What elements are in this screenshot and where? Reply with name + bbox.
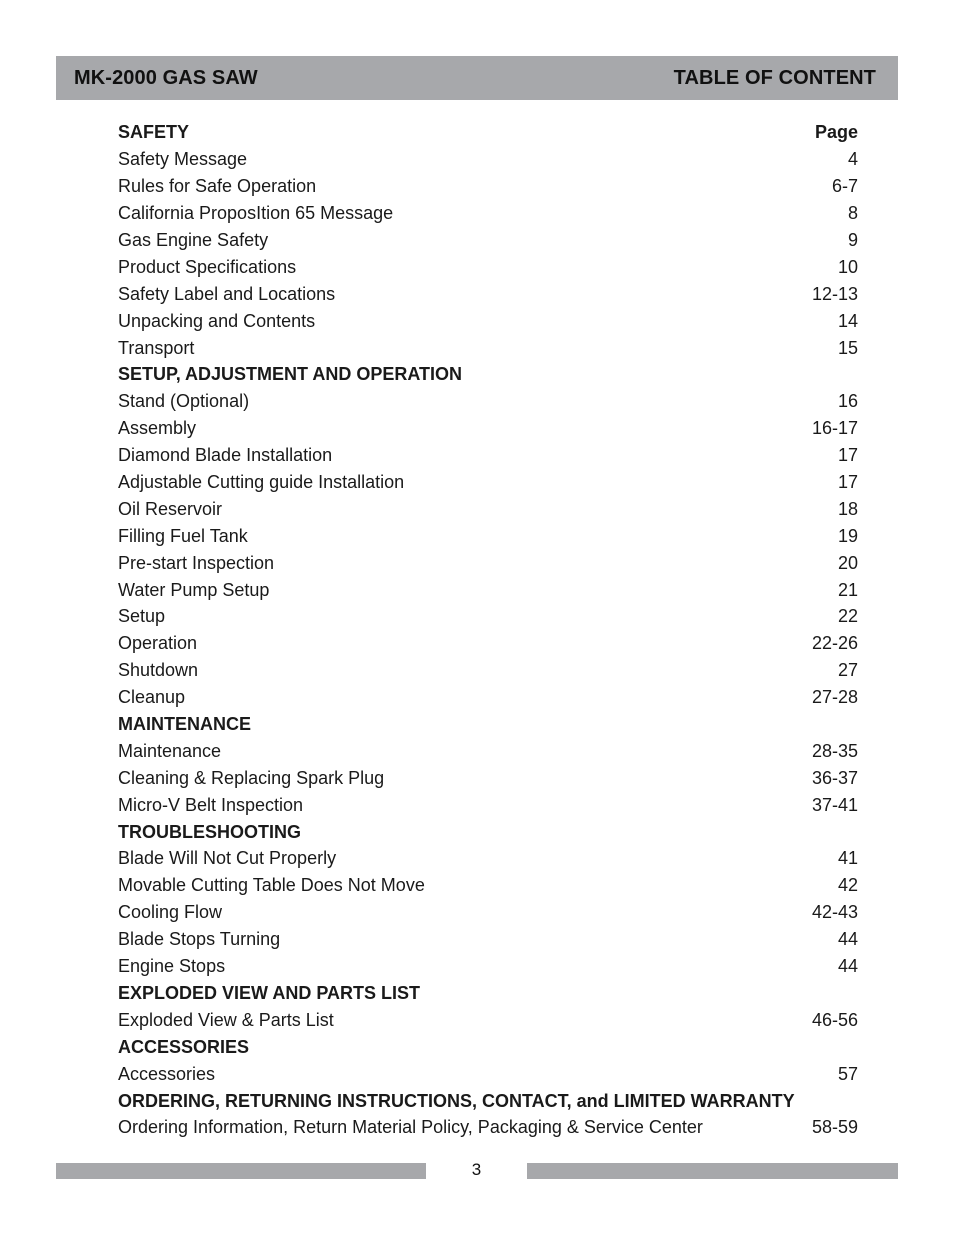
entry-label: Filling Fuel Tank: [118, 525, 248, 546]
entry-page-number: 9: [847, 230, 858, 250]
entry-label: Operation: [118, 633, 198, 654]
toc-entry: [118, 657, 858, 684]
header-bar: [56, 56, 898, 100]
entry-page-number: 46-56: [811, 1009, 858, 1030]
entry-page-number: 42-43: [811, 902, 858, 923]
toc-section-heading: [118, 980, 858, 1007]
entry-page-number: 10: [837, 256, 858, 277]
toc-entry: [118, 899, 858, 926]
entry-label: Shutdown: [118, 660, 199, 681]
toc-entry: [118, 227, 858, 254]
entry-page-number: 22: [837, 606, 858, 627]
entry-label: Engine Stops: [118, 956, 226, 977]
entry-label: Adjustable Cutting guide Installation: [118, 472, 405, 493]
toc-entry: [118, 253, 858, 280]
toc-entry: [118, 334, 858, 361]
entry-page-number: Page: [814, 122, 858, 143]
toc-entry: [118, 307, 858, 334]
toc-section-heading: [118, 361, 858, 388]
entry-label: Safety Label and Locations: [118, 283, 336, 304]
toc-entry: [118, 630, 858, 657]
entry-label: Cooling Flow: [118, 902, 223, 923]
entry-page-number: 8: [847, 203, 858, 224]
entry-label: Maintenance: [118, 740, 222, 761]
section-heading-label: ORDERING, RETURNING INSTRUCTIONS, CONTACT, and LIMITED WARRANTY: [118, 1090, 795, 1111]
toc-entry: [118, 146, 858, 173]
toc-section-heading: [118, 1087, 858, 1114]
toc-section-heading: [118, 711, 858, 738]
entry-page-number: 20: [837, 552, 858, 573]
entry-label: Stand (Optional): [118, 391, 250, 412]
entry-page-number: 21: [837, 579, 858, 600]
toc-entry: [118, 1060, 858, 1087]
entry-label: Diamond Blade Installation: [118, 445, 333, 466]
toc-entry: [118, 469, 858, 496]
entry-page-number: 18: [837, 498, 858, 519]
toc-entry: [118, 684, 858, 711]
entry-page-number: 27-28: [811, 687, 858, 708]
entry-label: Oil Reservoir: [118, 498, 223, 519]
entry-page-number: 19: [837, 525, 858, 546]
footer-bar-left: [56, 1163, 426, 1179]
entry-page-number: 44: [837, 929, 858, 950]
toc-entry: [118, 603, 858, 630]
entry-page-number: 6-7: [831, 176, 858, 197]
entry-page-number: 4: [847, 149, 858, 170]
toc-entry: [118, 737, 858, 764]
entry-page-number: 14: [837, 310, 858, 331]
toc-entry: [118, 576, 858, 603]
table-of-contents: [118, 119, 858, 1141]
section-heading-label: EXPLODED VIEW AND PARTS LIST: [118, 982, 421, 1003]
entry-page-number: 16: [837, 391, 858, 412]
entry-page-number: 41: [837, 848, 858, 869]
section-heading-label: SAFETY: [118, 122, 190, 143]
entry-page-number: 37-41: [811, 794, 858, 815]
footer-bar-right: [527, 1163, 898, 1179]
toc-entry: [118, 522, 858, 549]
entry-page-number: 17: [837, 445, 858, 466]
entry-label: Pre-start Inspection: [118, 552, 275, 573]
entry-label: California ProposItion 65 Message: [118, 203, 394, 224]
entry-page-number: 17: [837, 472, 858, 493]
entry-page-number: 27: [837, 660, 858, 681]
entry-page-number: 57: [837, 1063, 858, 1084]
entry-label: Cleaning & Replacing Spark Plug: [118, 767, 385, 788]
toc-entry: [118, 953, 858, 980]
page-number: 3: [471, 1160, 482, 1179]
toc-entry: [118, 872, 858, 899]
toc-entry: [118, 549, 858, 576]
entry-label: Product Specifications: [118, 256, 297, 277]
entry-label: Assembly: [118, 418, 197, 439]
toc-entry: [118, 1114, 858, 1141]
entry-label: Accessories: [118, 1063, 216, 1084]
toc-entry: [118, 1006, 858, 1033]
entry-label: Setup: [118, 606, 166, 627]
toc-section-heading: [118, 1033, 858, 1060]
toc-entry: [118, 845, 858, 872]
toc-section-heading: [118, 119, 858, 146]
entry-label: Blade Stops Turning: [118, 929, 281, 950]
entry-label: Gas Engine Safety: [118, 230, 269, 250]
entry-label: Safety Message: [118, 149, 248, 170]
entry-page-number: 44: [837, 956, 858, 977]
entry-label: Rules for Safe Operation: [118, 176, 317, 197]
toc-entry: [118, 173, 858, 200]
entry-label: Transport: [118, 337, 195, 358]
toc-entry: [118, 495, 858, 522]
toc-entry: [118, 415, 858, 442]
entry-label: Blade Will Not Cut Properly: [118, 848, 337, 869]
entry-label: Unpacking and Contents: [118, 310, 316, 331]
toc-entry: [118, 280, 858, 307]
section-title: TABLE OF CONTENT: [673, 66, 876, 89]
toc-entry: [118, 200, 858, 227]
entry-label: Micro-V Belt Inspection: [118, 794, 304, 815]
toc-entry: [118, 442, 858, 469]
toc-entry: [118, 791, 858, 818]
section-heading-label: TROUBLESHOOTING: [118, 821, 301, 842]
entry-page-number: 16-17: [811, 418, 858, 439]
entry-page-number: 22-26: [811, 633, 858, 654]
entry-label: Cleanup: [118, 687, 186, 708]
toc-entry: [118, 388, 858, 415]
entry-label: Movable Cutting Table Does Not Move: [118, 875, 425, 896]
entry-page-number: 28-35: [811, 740, 858, 761]
section-heading-label: MAINTENANCE: [118, 714, 251, 735]
entry-label: Water Pump Setup: [118, 579, 270, 600]
entry-page-number: 58-59: [811, 1117, 858, 1138]
section-heading-label: ACCESSORIES: [118, 1036, 250, 1057]
entry-label: Exploded View & Parts List: [118, 1009, 334, 1030]
entry-page-number: 15: [837, 337, 858, 358]
toc-entry: [118, 926, 858, 953]
entry-label: Ordering Information, Return Material Policy, Packaging & Service Center: [118, 1117, 703, 1138]
entry-page-number: 12-13: [811, 283, 858, 304]
toc-section-heading: [118, 818, 858, 845]
toc-entry: [118, 764, 858, 791]
entry-page-number: 36-37: [811, 767, 858, 788]
document-title: MK-2000 GAS SAW: [74, 66, 258, 89]
section-heading-label: SETUP, ADJUSTMENT AND OPERATION: [118, 364, 463, 385]
entry-page-number: 42: [837, 875, 858, 896]
